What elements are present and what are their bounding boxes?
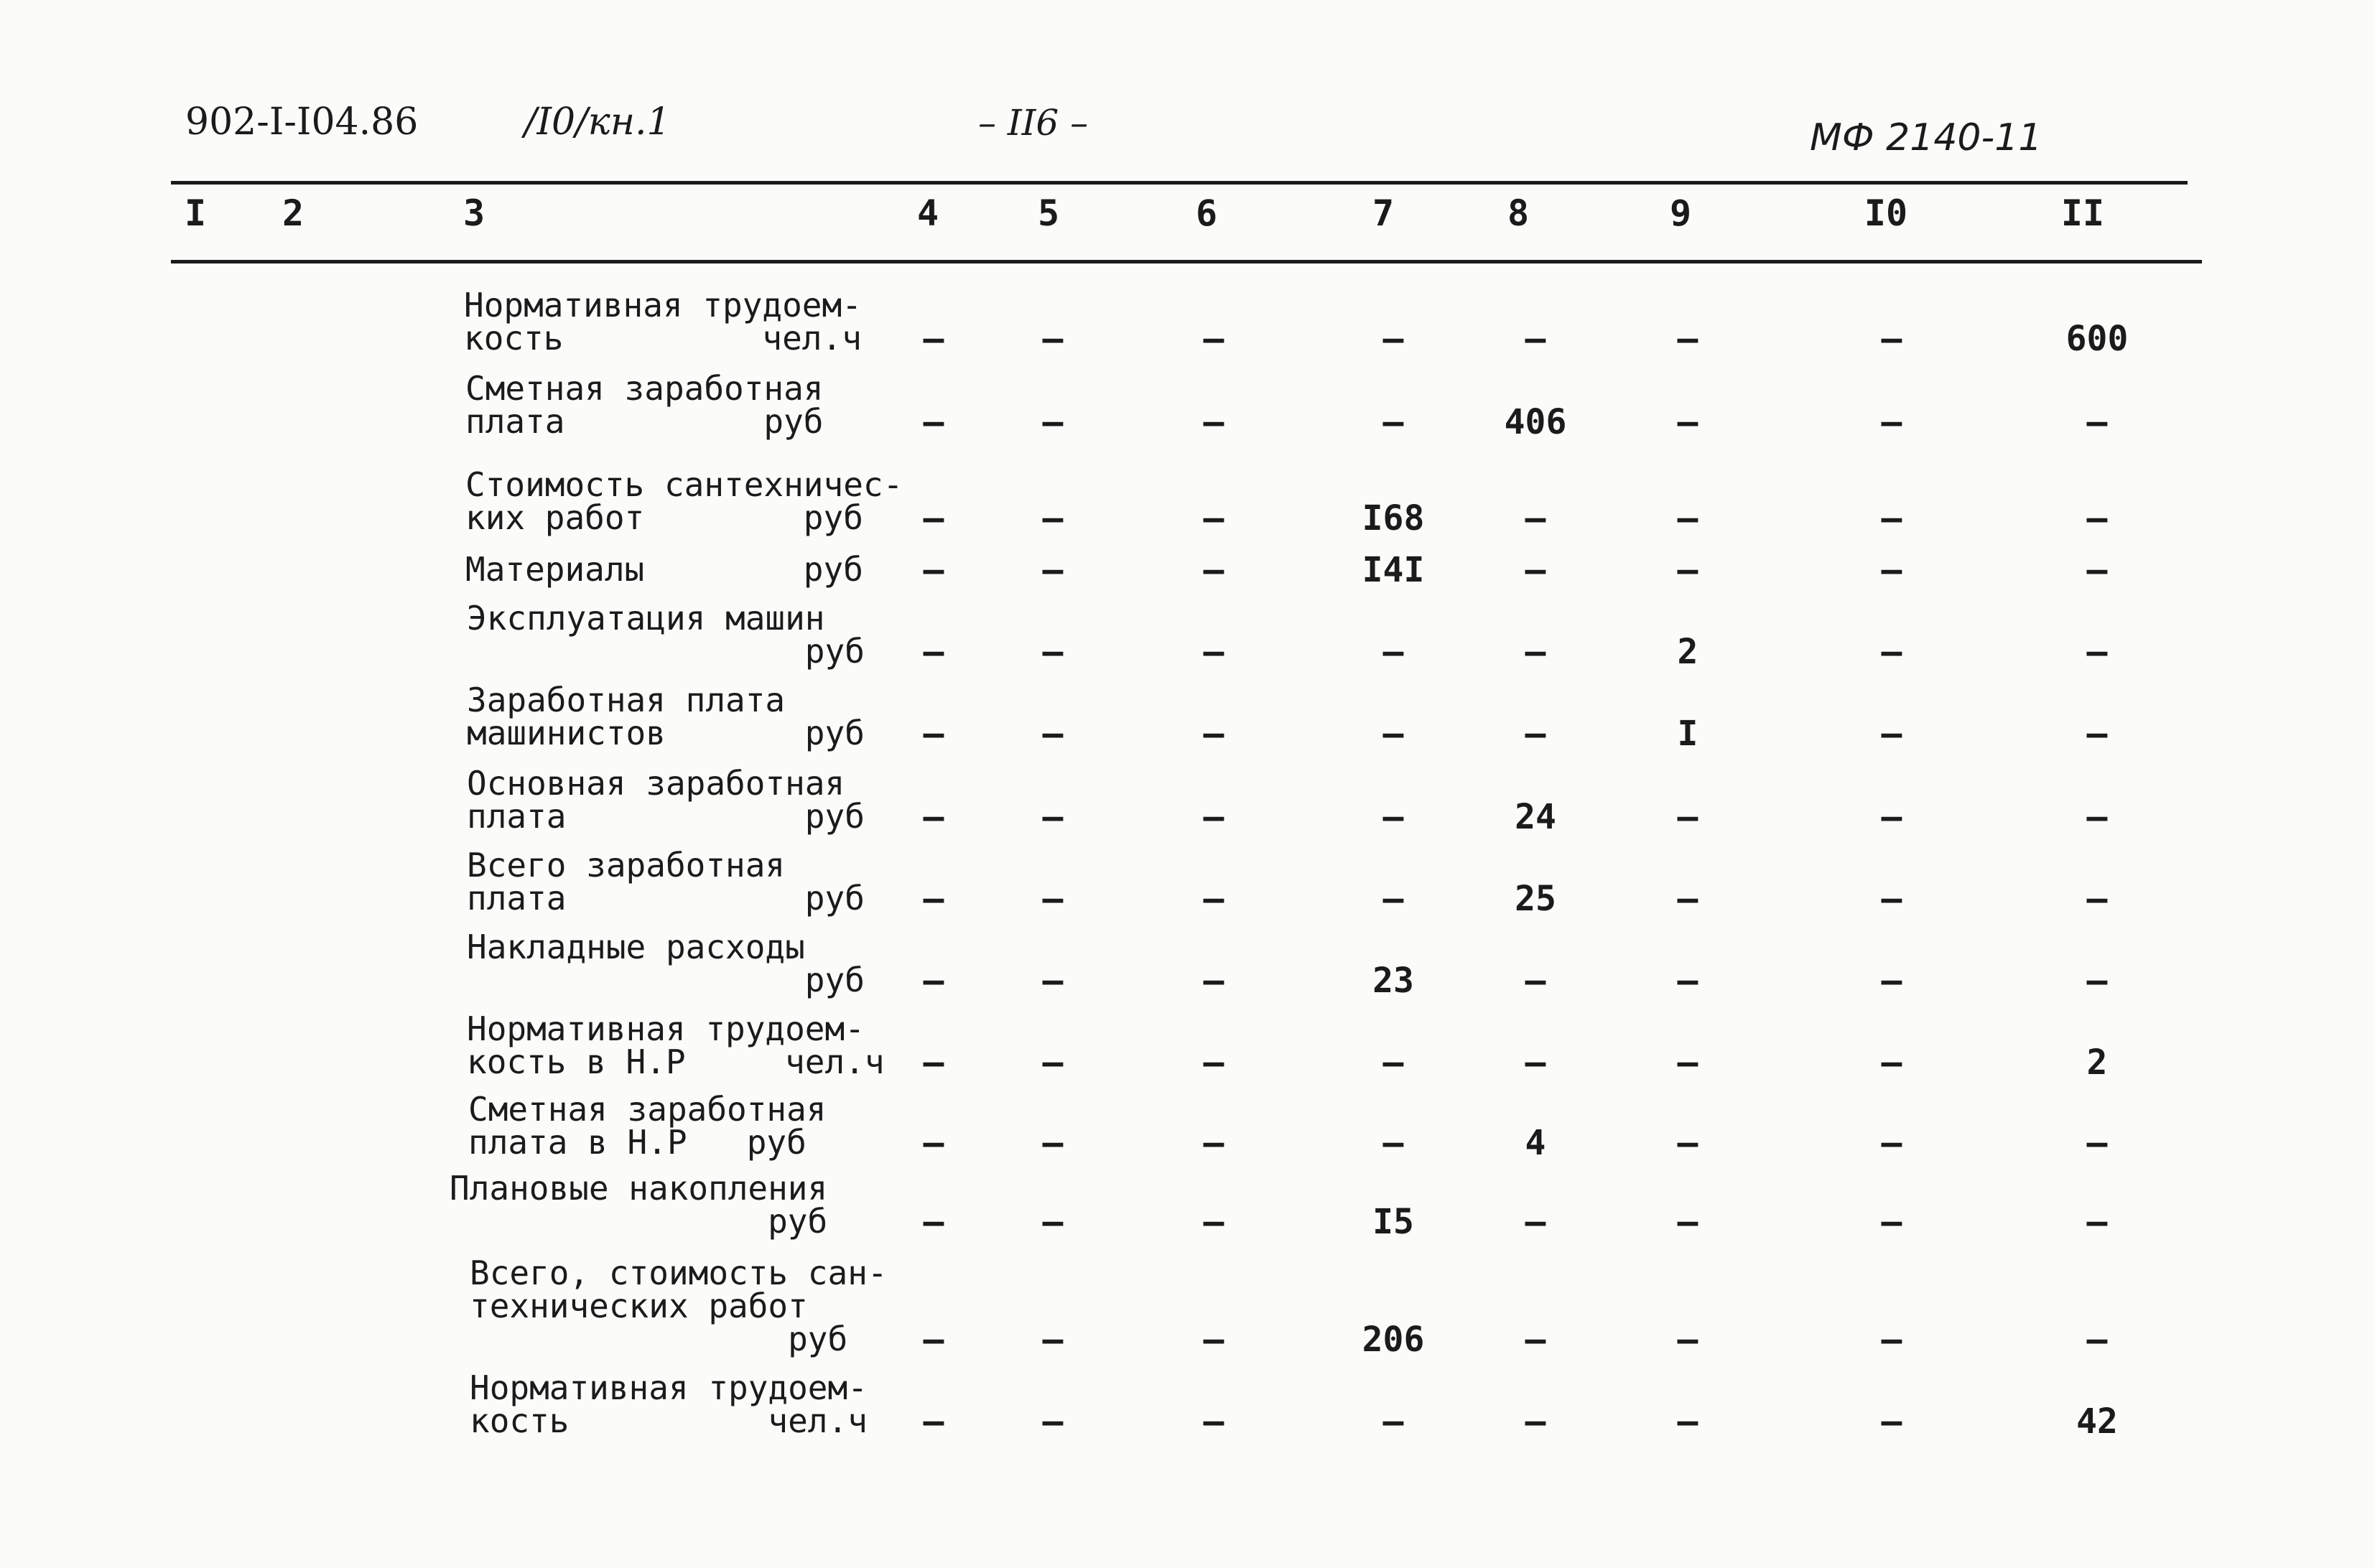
- row-value: –: [1382, 1042, 1404, 1083]
- row-value: –: [923, 319, 944, 359]
- row-value: –: [1677, 797, 1698, 837]
- row-value: –: [1525, 550, 1546, 590]
- row-value: –: [1203, 1202, 1224, 1242]
- row-value: 24: [1515, 797, 1556, 837]
- column-number: 4: [916, 192, 939, 234]
- row-value: –: [1881, 1123, 1902, 1163]
- row-value: I68: [1362, 498, 1425, 538]
- row-value: –: [1525, 1202, 1546, 1242]
- row-value: 42: [2076, 1401, 2118, 1442]
- row-value: –: [1525, 319, 1546, 359]
- row-value: –: [1042, 1202, 1064, 1242]
- row-value: –: [1203, 1042, 1224, 1083]
- row-value: –: [923, 550, 944, 590]
- row-label: Всего, стоимость сан- технических работ руб: [470, 1254, 888, 1358]
- row-value: –: [923, 1202, 944, 1242]
- row-value: –: [1042, 319, 1064, 359]
- document-part: /I0/кн.1: [524, 101, 671, 144]
- row-value: –: [1203, 632, 1224, 672]
- row-value: –: [1525, 1401, 1546, 1442]
- column-number: II: [2060, 192, 2105, 234]
- row-value: –: [2086, 797, 2108, 837]
- row-value: –: [2086, 879, 2108, 919]
- row-label: Сметная заработная плата в Н.Р руб: [468, 1090, 827, 1162]
- row-value: –: [1881, 402, 1902, 442]
- row-value: –: [1203, 797, 1224, 837]
- row-value: –: [1525, 1042, 1546, 1083]
- row-label: Сметная заработная плата руб: [465, 369, 824, 441]
- row-label: Плановые накопления руб: [450, 1169, 828, 1241]
- header-bottom-rule: [171, 260, 2202, 263]
- row-value: I5: [1372, 1202, 1414, 1242]
- row-value: –: [2086, 1320, 2108, 1360]
- row-value: –: [1042, 714, 1064, 754]
- row-label: Нормативная трудоем- кость в Н.Р чел.ч: [467, 1009, 885, 1081]
- column-number: 5: [1037, 192, 1060, 234]
- column-number: 9: [1669, 192, 1692, 234]
- row-value: –: [1677, 402, 1698, 442]
- column-number: 3: [463, 192, 485, 234]
- row-label: Материалы руб: [465, 550, 863, 589]
- row-value: –: [2086, 402, 2108, 442]
- row-label: Эксплуатация машин руб: [467, 599, 865, 671]
- row-value: –: [1203, 714, 1224, 754]
- row-value: –: [1881, 319, 1902, 359]
- row-value: –: [1382, 879, 1404, 919]
- page-number: – II6 –: [978, 102, 1089, 144]
- row-value: –: [2086, 1123, 2108, 1163]
- row-value: –: [1525, 632, 1546, 672]
- row-value: –: [1203, 1401, 1224, 1442]
- row-value: –: [1677, 961, 1698, 1001]
- row-value: 406: [1504, 402, 1567, 442]
- row-value: –: [1042, 1123, 1064, 1163]
- row-label: Нормативная трудоем- кость чел.ч: [464, 286, 862, 358]
- row-value: –: [923, 1123, 944, 1163]
- row-value: –: [1042, 1401, 1064, 1442]
- row-value: –: [1677, 550, 1698, 590]
- row-value: –: [1203, 402, 1224, 442]
- row-value: –: [1382, 319, 1404, 359]
- row-value: –: [2086, 498, 2108, 538]
- row-label: Нормативная трудоем- кость чел.ч: [470, 1368, 868, 1440]
- row-value: –: [1042, 879, 1064, 919]
- row-value: –: [1881, 1042, 1902, 1083]
- row-value: –: [923, 1401, 944, 1442]
- row-value: –: [1677, 319, 1698, 359]
- row-value: –: [923, 632, 944, 672]
- row-value: –: [1203, 1123, 1224, 1163]
- row-value: –: [1042, 550, 1064, 590]
- row-value: 23: [1372, 961, 1414, 1001]
- row-value: 4: [1525, 1123, 1546, 1163]
- row-value: –: [1203, 319, 1224, 359]
- row-value: –: [1203, 961, 1224, 1001]
- row-value: –: [1677, 1202, 1698, 1242]
- row-value: –: [1042, 797, 1064, 837]
- row-value: –: [1881, 1320, 1902, 1360]
- row-label: Заработная плата машинистов руб: [467, 681, 865, 752]
- row-value: –: [923, 714, 944, 754]
- row-value: –: [1203, 550, 1224, 590]
- row-value: –: [1881, 797, 1902, 837]
- row-value: –: [1881, 632, 1902, 672]
- row-label: Основная заработная плата руб: [467, 764, 865, 836]
- row-value: –: [1382, 797, 1404, 837]
- column-number: 6: [1195, 192, 1218, 234]
- row-value: –: [923, 402, 944, 442]
- row-value: –: [1042, 632, 1064, 672]
- row-value: –: [1203, 879, 1224, 919]
- row-value: –: [1382, 402, 1404, 442]
- row-value: –: [923, 961, 944, 1001]
- row-value: 2: [1677, 632, 1698, 672]
- row-value: –: [1042, 498, 1064, 538]
- row-value: –: [1042, 1320, 1064, 1360]
- row-value: –: [1881, 879, 1902, 919]
- row-value: –: [1382, 714, 1404, 754]
- column-number: I: [184, 192, 207, 234]
- row-value: –: [1677, 498, 1698, 538]
- row-value: I: [1677, 714, 1698, 754]
- row-value: –: [923, 498, 944, 538]
- row-value: –: [1042, 402, 1064, 442]
- row-value: –: [1042, 961, 1064, 1001]
- row-value: –: [1203, 498, 1224, 538]
- row-value: –: [1881, 714, 1902, 754]
- inventory-stamp: МФ 2140-11: [1810, 116, 2042, 159]
- row-value: –: [1525, 498, 1546, 538]
- row-value: –: [1881, 1202, 1902, 1242]
- column-number: I0: [1864, 192, 1908, 234]
- column-number: 8: [1507, 192, 1530, 234]
- row-value: –: [1677, 1042, 1698, 1083]
- row-value: –: [1881, 550, 1902, 590]
- document-code: 902-I-I04.86: [185, 101, 419, 144]
- row-label: Стоимость сантехничес- ких работ руб: [465, 465, 903, 537]
- row-value: –: [2086, 714, 2108, 754]
- column-number: 2: [282, 192, 305, 234]
- row-value: I4I: [1362, 550, 1425, 590]
- row-value: –: [1042, 1042, 1064, 1083]
- row-value: –: [1881, 498, 1902, 538]
- row-value: –: [1525, 1320, 1546, 1360]
- row-value: –: [2086, 550, 2108, 590]
- row-value: –: [1881, 1401, 1902, 1442]
- row-value: –: [2086, 1202, 2108, 1242]
- row-value: –: [1677, 879, 1698, 919]
- column-number: 7: [1372, 192, 1395, 234]
- row-value: –: [923, 797, 944, 837]
- row-value: –: [1382, 632, 1404, 672]
- row-value: –: [1382, 1123, 1404, 1163]
- row-value: 25: [1515, 879, 1556, 919]
- row-value: –: [923, 879, 944, 919]
- row-value: –: [1382, 1401, 1404, 1442]
- row-value: 600: [2065, 319, 2129, 359]
- row-value: –: [1677, 1123, 1698, 1163]
- row-value: –: [1203, 1320, 1224, 1360]
- row-value: –: [1525, 714, 1546, 754]
- row-value: –: [1881, 961, 1902, 1001]
- row-value: –: [923, 1042, 944, 1083]
- row-value: –: [1677, 1320, 1698, 1360]
- row-label: Всего заработная плата руб: [467, 846, 865, 918]
- row-value: –: [2086, 632, 2108, 672]
- row-value: 2: [2086, 1042, 2108, 1083]
- row-value: –: [1525, 961, 1546, 1001]
- row-value: –: [1677, 1401, 1698, 1442]
- header-top-rule: [171, 181, 2188, 185]
- row-label: Накладные расходы руб: [467, 928, 865, 999]
- row-value: –: [923, 1320, 944, 1360]
- row-value: –: [2086, 961, 2108, 1001]
- row-value: 206: [1362, 1320, 1425, 1360]
